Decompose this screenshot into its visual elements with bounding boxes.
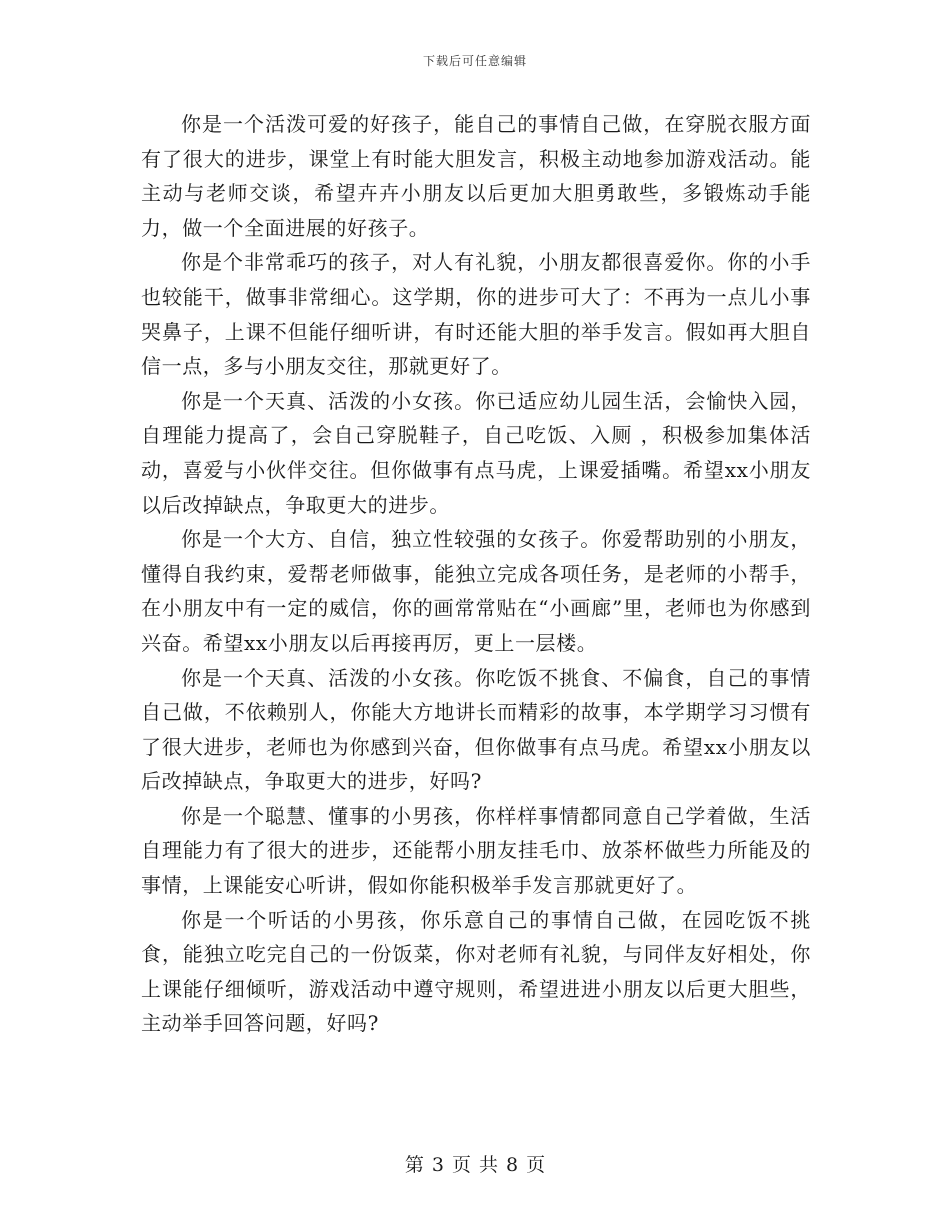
footer-page-word: 页 xyxy=(451,1154,471,1176)
header-text: 下载后可任意编辑 xyxy=(422,54,527,68)
page-footer xyxy=(0,1150,950,1177)
paragraph-5: 你是一个天真、活泼的小女孩。你吃饭不挑食、不偏食，自己的事情自己做，不依赖别人，你能大方地讲长而精彩的故事，本学期学习习惯有了很大进步，老师也为你感到兴奋，但你做事有点马虎。希望xx小朋友以后改掉缺点，争取更大的进步，好吗? xyxy=(141,665,811,794)
paragraph-4: 你是一个大方、自信，独立性较强的女孩子。你爱帮助别的小朋友，懂得自我约束，爱帮老师做事，能独立完成各项任务，是老师的小帮手，在小朋友中有一定的威信，你的画常常贴在“小画廊”里，老师也为你感到兴奋。希望xx小朋友以后再接再厉，更上一层楼。 xyxy=(141,527,811,655)
footer-total-word: 共 xyxy=(479,1154,499,1176)
paragraph-1: 你是一个活泼可爱的好孩子，能自己的事情自己做，在穿脱衣服方面有了很大的进步，课堂上有时能大胆发言，积极主动地参加游戏活动。能主动与老师交谈，希望卉卉小朋友以后更加大胆勇敢些，多锻炼动手能力，做一个全面进展的好孩子。 xyxy=(141,112,811,240)
paragraph-6: 你是一个聪慧、懂事的小男孩，你样样事情都同意自己学着做，生活自理能力有了很大的进步，还能帮小朋友挂毛巾、放茶杯做些力所能及的事情，上课能安心听讲，假如你能积极举手发言那就更好了。 xyxy=(141,803,811,898)
document-body xyxy=(141,107,811,1041)
paragraph-2: 你是个非常乖巧的孩子，对人有礼貌，小朋友都很喜爱你。你的小手也较能干，做事非常细心。这学期，你的进步可大了：不再为一点儿小事哭鼻子，上课不但能仔细听讲，有时还能大胆的举手发言。假如再大胆自信一点，多与小朋友交往，那就更好了。 xyxy=(141,250,811,379)
paragraph-3: 你是一个天真、活泼的小女孩。你已适应幼儿园生活，会愉快入园，自理能力提高了，会自己穿脱鞋子，自己吃饭、入厕 ，积极参加集体活动，喜爱与小伙伴交往。但你做事有点马虎，上课爱插嘴。希望xx小朋友以后改掉缺点，争取更大的进步。 xyxy=(141,388,811,517)
footer-prefix: 第 xyxy=(404,1154,424,1176)
footer-current-page: 3 xyxy=(431,1154,444,1176)
footer-suffix: 页 xyxy=(526,1154,546,1176)
page-header xyxy=(0,52,950,69)
footer-total-pages: 8 xyxy=(506,1154,519,1176)
paragraph-7: 你是一个听话的小男孩，你乐意自己的事情自己做，在园吃饭不挑食，能独立吃完自己的一份饭菜，你对老师有礼貌，与同伴友好相处，你上课能仔细倾听，游戏活动中遵守规则，希望进进小朋友以后更大胆些，主动举手回答问题，好吗? xyxy=(141,907,811,1036)
